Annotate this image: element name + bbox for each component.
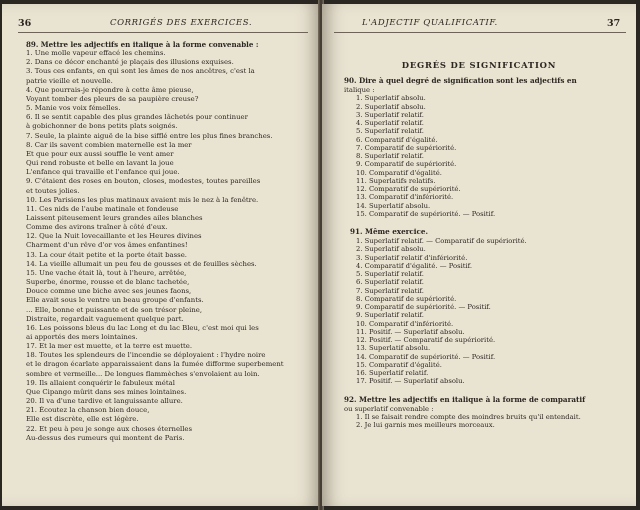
text-line: 15. Une vache était là, tout à l'heure, arrêtée,: [26, 268, 187, 277]
exercise-92-answers: [344, 413, 636, 430]
answer-line: 14. Superlatif absolu.: [356, 201, 431, 210]
text-line: 20. Il va d'une tardive et languissante allure.: [26, 397, 183, 406]
answer-line: 1. Superlatif relatif. — Comparatif de supériorité.: [356, 237, 527, 245]
text-line: 1. Une molle vapeur effacé les chemins.: [26, 49, 166, 58]
exercise-92-heading: 92. Mettre les adjectifs en italique à la forme de comparatif: [344, 394, 586, 404]
text-line: 6. Il se sentit capable des plus grandes lâchetés pour continuer: [26, 113, 248, 122]
text-line: Qui rend robuste et belle en lavant la joue: [26, 159, 174, 168]
text-line: L'enfance qui travaille et l'enfance qui joue.: [26, 168, 180, 177]
answer-line: 14. Comparatif de supériorité. — Positif.: [356, 352, 496, 361]
text-line: Au-dessus des rumeurs qui montent de Paris.: [26, 433, 185, 442]
text-line: ... Elle, bonne et puissante et de son trésor pleine,: [26, 305, 203, 314]
text-line: 18. Toutes les splendeurs de l'incendie se déployaient : l'hydre noire: [26, 351, 266, 360]
text-line: 9. C'étaient des roses en bouton, closes, modestes, toutes pareilles: [26, 177, 261, 186]
text-line: 4. Que pourrais-je répondre à cette âme pieuse,: [26, 85, 194, 94]
text-line: 11. Ces nids de l'aube matinale et fondeuse: [26, 204, 179, 213]
text-line: 7. Seule, la plainte aiguë de la bise sifflé entre les plus fines branches.: [26, 131, 273, 140]
answer-line: 2. Je lui garnis mes meilleurs morceaux.: [356, 421, 495, 429]
text-line: 17. Et la mer est muette, et la terre est muette.: [26, 342, 193, 351]
answer-line: 9. Comparatif de supériorité. — Positif.: [356, 303, 491, 311]
text-line: et le dragon écarlate apparaissaient dans la fumée difforme superbement: [26, 360, 284, 369]
answer-line: 16. Superlatif relatif.: [356, 369, 429, 377]
answer-line: 4. Comparatif d'égalité. — Positif.: [356, 261, 473, 270]
exercise-89-lines: [26, 49, 320, 443]
exercise-91-heading: 91. Même exercice.: [350, 227, 428, 236]
section-title: DEGRÉS DE SIGNIFICATION: [401, 60, 557, 70]
right-text-block: [322, 76, 636, 429]
text-line: Douce comme une biche avec ses jeunes faons,: [26, 287, 192, 296]
page-number-left: 36: [18, 18, 32, 29]
answer-line: 11. Superlatifs relatifs.: [356, 176, 436, 185]
answer-line: 15. Comparatif d'égalité.: [356, 360, 442, 369]
text-line: sombre et vermeille... De longues flammèches s'envolaient au loin.: [26, 369, 260, 378]
text-line: 3. Tous ces enfants, en qui sont les âmes de nos ancêtres, c'est la: [26, 67, 255, 76]
text-line: Charment d'un rêve d'or vos âmes enfantines!: [26, 241, 188, 250]
answer-line: 13. Comparatif d'infériorité.: [356, 193, 454, 202]
answer-line: 6. Superlatif relatif.: [356, 278, 424, 287]
answer-line: 6. Comparatif d'égalité.: [356, 135, 438, 144]
text-line: 19. Ils allaient conquérir le fabuleux métal: [26, 378, 175, 387]
answer-line: 11. Positif. — Superlatif absolu.: [356, 327, 465, 336]
answer-line: 15. Comparatif de supériorité. — Positif.: [356, 209, 496, 218]
text-line: 16. Les poissons bleus du lac Long et du lac Bleu, c'est moi qui les: [26, 323, 259, 332]
answer-line: 7. Comparatif de supériorité.: [356, 143, 457, 152]
answer-line: 3. Superlatif relatif d'infériorité.: [356, 253, 468, 262]
text-line: Elle avait sous le ventre un beau groupe d'enfants.: [26, 296, 204, 305]
exercise-91-answers: [344, 237, 636, 386]
text-line: 12. Que la Nuit lovecaillante et les Heures divines: [26, 232, 202, 241]
header-rule-left: [18, 32, 308, 33]
page-number-right: 37: [607, 18, 621, 29]
answer-line: 7. Superlatif relatif.: [356, 286, 424, 295]
text-line: Et que pour eux aussi souffle le vent amer: [26, 149, 174, 158]
left-page: [2, 4, 320, 506]
text-line: Que Cipango mûrit dans ses mines lointaines.: [26, 387, 187, 396]
left-text-block: [2, 40, 320, 443]
answer-line: 10. Comparatif d'infériorité.: [356, 319, 454, 328]
running-head-left: CORRIGÉS DES EXERCICES.: [110, 18, 253, 28]
answer-line: 13. Superlatif absolu.: [356, 344, 431, 353]
header-rule-right: [334, 32, 626, 33]
answer-line: 3. Superlatif relatif.: [356, 110, 424, 119]
answer-line: 5. Superlatif relatif.: [356, 270, 424, 278]
text-line: 21. Écoutez la chanson bien douce,: [26, 406, 150, 415]
text-line: 14. La vieille allumait un peu feu de gousses et de feuilles sèches.: [26, 259, 257, 268]
right-page: [322, 4, 636, 506]
text-line: Voyant tomber des pleurs de sa paupière creuse?: [26, 94, 199, 103]
exercise-90-answers: [344, 94, 636, 218]
text-line: 10. Les Parisiens les plus matinaux avaient mis le nez à la fenêtre.: [26, 195, 259, 204]
exercise-92-heading-cont: ou superlatif convenable :: [344, 404, 434, 413]
text-line: Laissent piteusement leurs grandes ailes blanches: [26, 213, 203, 222]
text-line: Distraite, regardait vaguement quelque part.: [26, 314, 184, 323]
answer-line: 8. Superlatif relatif.: [356, 152, 424, 160]
text-line: 2. Dans ce décor enchanté je plaçais des illusions exquises.: [26, 58, 234, 67]
answer-line: 10. Comparatif d'égalité.: [356, 168, 442, 177]
answer-line: 1. Il se faisait rendre compte des moindres bruits qu'il entendait.: [356, 412, 581, 421]
text-line: 8. Car ils savent combien maternelle est la mer: [26, 140, 192, 149]
answer-line: 8. Comparatif de supériorité.: [356, 294, 457, 303]
text-line: ai apportés des mers lointaines.: [26, 333, 138, 341]
text-line: et toutes jolies.: [26, 186, 80, 195]
answer-line: 2. Superlatif absolu.: [356, 102, 426, 111]
answer-line: 9. Comparatif de supériorité.: [356, 160, 457, 169]
text-line: 22. Et peu à peu je songe aux choses éternelles: [26, 424, 193, 433]
text-line: à gobichonner de bons petits plats soignés.: [26, 122, 178, 131]
running-head-right: L'ADJECTIF QUALIFICATIF.: [362, 18, 498, 28]
text-line: patrie vieille et nouvelle.: [26, 76, 113, 85]
text-line: Superbe, énorme, rousse et de blanc tachetée,: [26, 278, 190, 287]
answer-line: 2. Superlatif absolu.: [356, 245, 426, 254]
exercise-89-heading: 89. Mettre les adjectifs en italique à la forme convenable :: [26, 40, 259, 49]
answer-line: 12. Positif. — Comparatif de supériorité.: [356, 336, 496, 344]
text-line: 13. La cour était petite et la porte était basse.: [26, 250, 187, 259]
answer-line: 12. Comparatif de supériorité.: [356, 185, 461, 193]
text-line: Elle est discrète, elle est légère.: [26, 415, 139, 424]
answer-line: 5. Superlatif relatif.: [356, 127, 424, 136]
answer-line: 9. Superlatif relatif.: [356, 311, 424, 320]
text-line: 5. Manie vos voix fémelles.: [26, 104, 121, 113]
answer-line: 1. Superlatif absolu.: [356, 94, 426, 103]
exercise-90-heading-cont: italique :: [344, 86, 375, 94]
answer-line: 4. Superlatif relatif.: [356, 119, 424, 127]
exercise-90-heading: 90. Dire à quel degré de signification sont les adjectifs en: [344, 76, 577, 85]
text-line: Comme des avirons traîner à côté d'eux.: [26, 223, 168, 232]
answer-line: 17. Positif. — Superlatif absolu.: [356, 377, 465, 386]
